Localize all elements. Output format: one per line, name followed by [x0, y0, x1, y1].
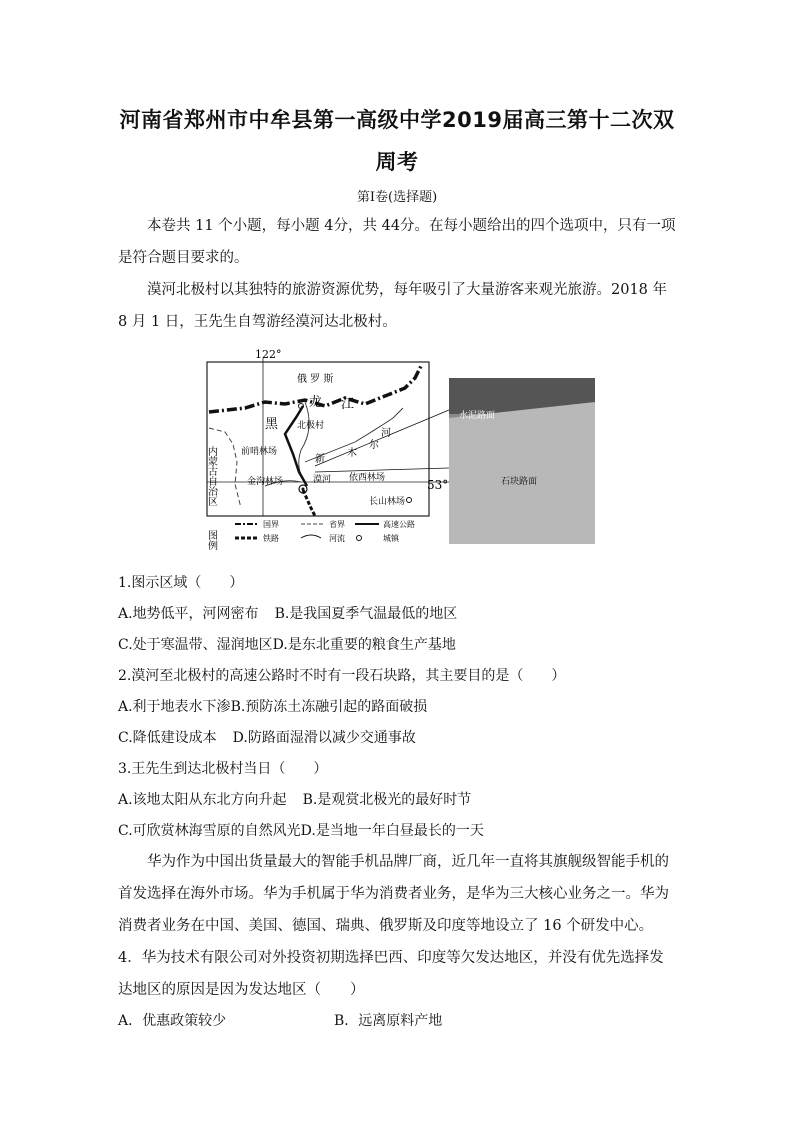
label-russia: 俄 罗 斯 — [297, 374, 334, 385]
longitude-label: 122° — [255, 348, 282, 361]
title-line-2: 周考 — [375, 150, 419, 174]
q4-option-a[interactable]: A．优惠政策较少 — [118, 1013, 227, 1029]
legend-town-symbol — [357, 536, 362, 541]
q1-option-a[interactable]: A.地势低平，河网密布 — [118, 606, 259, 622]
intro-paragraph: 本卷共 11 个小题，每小题 4分，共 44分。在每小题给出的四个选项中，只有一项是符合题目要求的。 — [118, 218, 676, 266]
q2-option-d[interactable]: D.防路面湿滑以减少交通事故 — [232, 730, 416, 746]
label-qianshao: 前哨林场 — [241, 447, 278, 457]
label-mohe: 漠河 — [313, 475, 332, 485]
label-beiji: 北极村 — [297, 421, 325, 431]
label-he: 河 — [381, 428, 391, 439]
q1-stem: 1.图示区域（ ） — [118, 575, 244, 591]
label-jingou: 金沟林场 — [247, 477, 284, 487]
legend-river-symbol — [301, 535, 321, 538]
label-yixi: 依西林场 — [349, 473, 386, 483]
label-hei: 黑 — [265, 417, 279, 432]
mohe-town-dot — [302, 488, 305, 491]
photo-label-stone: 石块路面 — [501, 477, 538, 487]
legend-title: 图例 — [205, 530, 217, 550]
q3-options-row1 — [118, 789, 471, 809]
q2-option-a[interactable]: A.利于地表水下渗 — [118, 699, 231, 715]
q2-options-row1 — [118, 696, 427, 716]
q2-options-row2 — [118, 727, 416, 747]
title-line-1: 河南省郑州市中牟县第一高级中学2019届高三第十二次双 — [119, 108, 675, 132]
q3-stem: 3.王先生到达北极村当日（ ） — [118, 761, 328, 777]
q2-option-c[interactable]: C.降低建设成本 — [118, 730, 217, 746]
q4-stem: 4．华为技术有限公司对外投资初期选择巴西、印度等欠发达地区，并没有优先选择发达地区的原因是因为发达地区（ ） — [118, 950, 664, 998]
label-changshan: 长山林场 — [369, 497, 406, 507]
q3-options-row2 — [118, 820, 484, 840]
passage-1: 漠河北极村以其独特的旅游资源优势，每年吸引了大量游客来观光旅游。2018 年 8 月 1 日，王先生自驾游经漠河达北极村。 — [118, 282, 668, 330]
legend-railway: 铁路 — [263, 534, 279, 543]
label-xin: 新 — [315, 454, 325, 465]
legend-river: 河流 — [329, 534, 345, 543]
q4-option-b[interactable]: B．远离原料产地 — [334, 1013, 443, 1029]
label-inner-mongolia: 内蒙古自治区 — [205, 446, 217, 506]
legend-highway: 高速公路 — [383, 520, 415, 529]
legend-province: 省界 — [329, 520, 345, 529]
label-jiang: 江 — [341, 397, 355, 412]
q1-option-b[interactable]: B.是我国夏季气温最低的地区 — [274, 606, 458, 622]
q3-option-d[interactable]: D.是当地一年白昼最长的一天 — [300, 823, 484, 839]
latitude-label: 53° — [427, 478, 449, 492]
q2-option-b[interactable]: B.预防冻土冻融引起的路面破损 — [230, 699, 428, 715]
legend-border: 国界 — [263, 520, 279, 529]
legend-town: 城镇 — [383, 534, 399, 543]
q1-options-row1 — [118, 603, 457, 623]
q3-option-c[interactable]: C.可欣赏林海雪原的自然风光 — [118, 823, 301, 839]
section-heading: 第Ⅰ卷(选择题) — [356, 190, 438, 205]
label-mu: 木 — [347, 448, 357, 459]
q2-stem: 2.漠河至北极村的高速公路时不时有一段石块路，其主要目的是（ ） — [118, 668, 566, 684]
passage-2: 华为作为中国出货量最大的智能手机品牌厂商，近几年一直将其旗舰级智能手机的首发选择在海外市场。华为手机属于华为消费者业务，是华为三大核心业务之一。华为消费者业务在中国、美国、德国、瑞典、俄罗斯及印度等地设立了 16 个研发中心。 — [118, 854, 669, 934]
label-long: 龙 — [309, 395, 323, 410]
map-figure — [205, 348, 597, 550]
q3-option-a[interactable]: A.该地太阳从东北方向升起 — [118, 792, 287, 808]
q1-options-row2 — [118, 634, 456, 654]
road-photo-surface — [449, 402, 595, 544]
label-er: 尔 — [369, 440, 379, 451]
photo-label-cement: 水泥路面 — [459, 411, 496, 421]
q3-option-b[interactable]: B.是观赏北极光的最好时节 — [302, 792, 472, 808]
q4-options-row1 — [118, 1010, 442, 1030]
q1-option-c[interactable]: C.处于寒温带、湿润地区 — [118, 637, 273, 653]
map-frame — [207, 362, 429, 516]
q1-option-d[interactable]: D.是东北重要的粮食生产基地 — [272, 637, 456, 653]
